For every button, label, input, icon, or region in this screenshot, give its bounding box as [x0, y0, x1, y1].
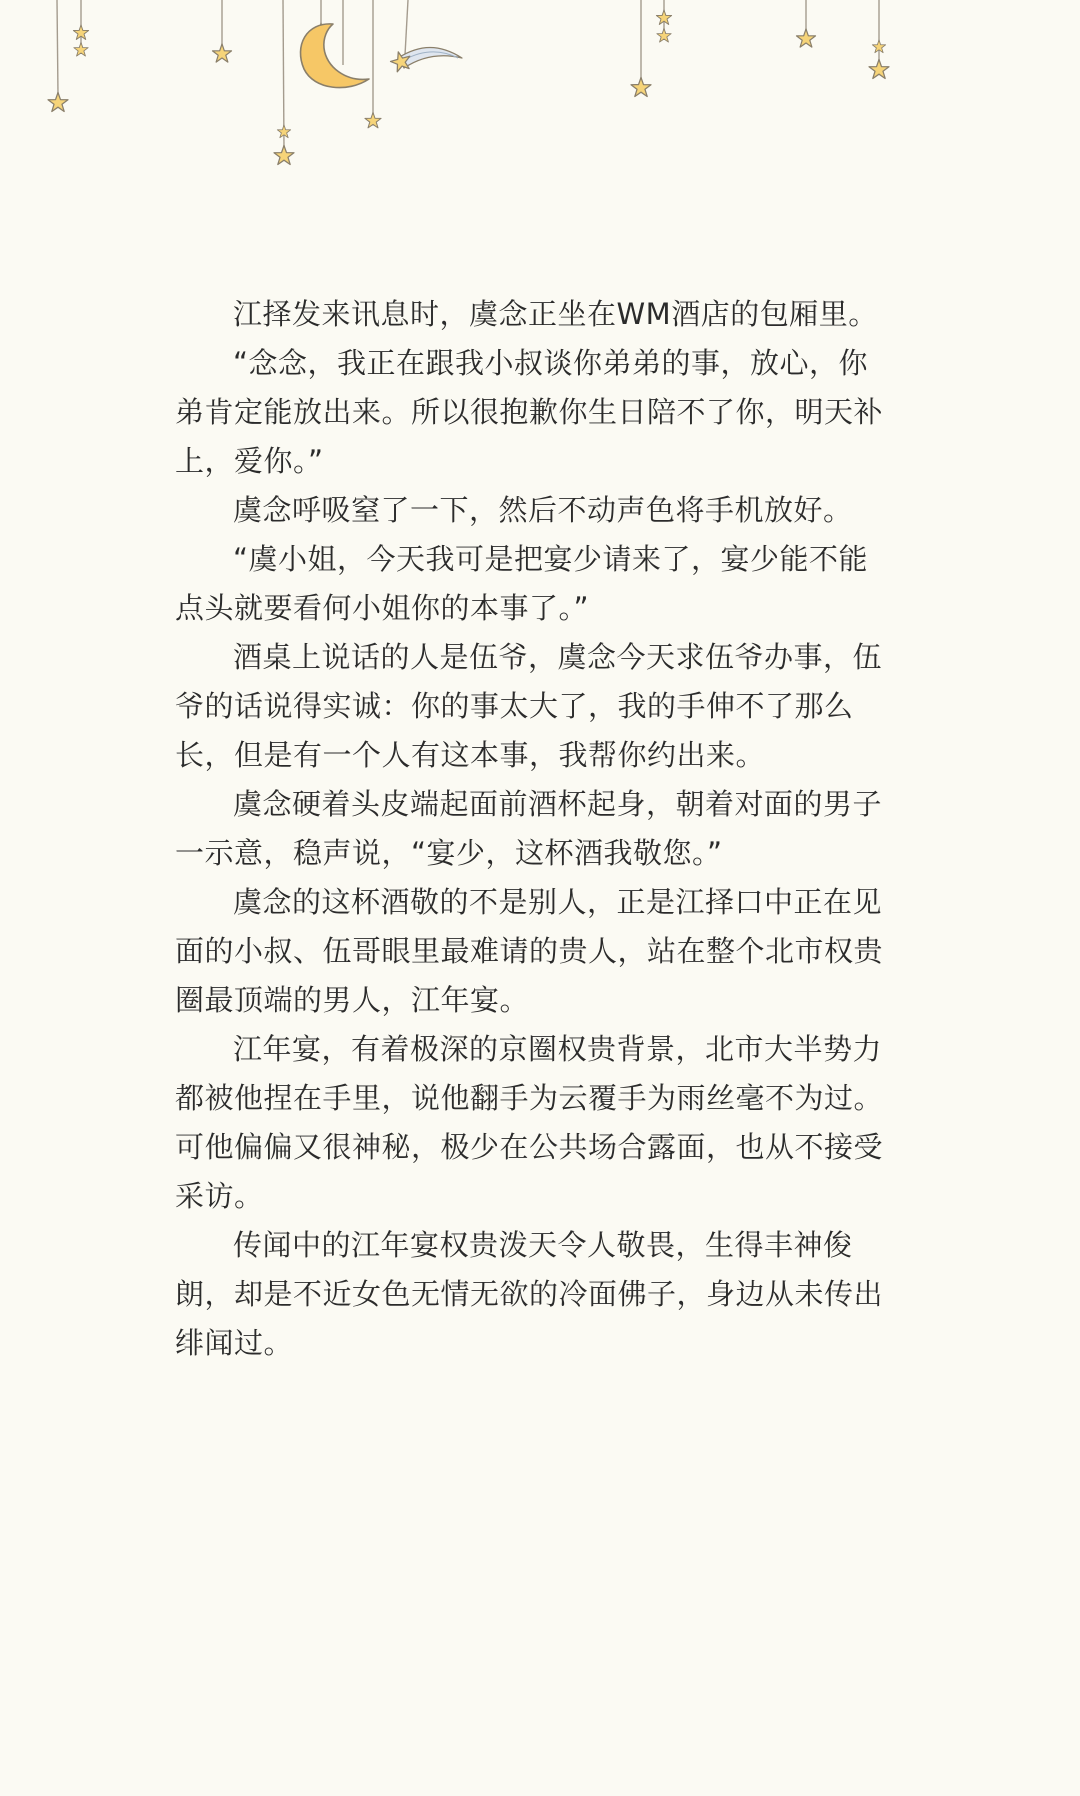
crescent-moon-icon — [301, 24, 369, 88]
story-text — [175, 290, 887, 1368]
story-paragraph: “虞小姐，今天我可是把宴少请来了，宴少能不能点头就要看何小姐你的本事了。” — [175, 542, 869, 625]
story-paragraph: 江年宴，有着极深的京圈权贵背景，北市大半势力都被他捏在手里，说他翻手为云覆手为雨丝毫不为过。可他偏偏又很神秘，极少在公共场合露面，也从不接受采访。 — [175, 1032, 884, 1213]
story-paragraph: 虞念呼吸窒了一下，然后不动声色将手机放好。 — [233, 493, 853, 527]
hanging-decoration — [0, 0, 1080, 200]
hanging-star-icon — [48, 10, 889, 164]
story-paragraph: 江择发来讯息时，虞念正坐在WM酒店的包厢里。 — [233, 297, 878, 331]
story-paragraph: 虞念硬着头皮端起面前酒杯起身，朝着对面的男子一示意，稳声说，“宴少，这杯酒我敬您。” — [175, 787, 883, 870]
story-paragraph: 传闻中的江年宴权贵泼天令人敬畏，生得丰神俊朗，却是不近女色无情无欲的冷面佛子，身边从未传出绯闻过。 — [175, 1228, 884, 1360]
story-paragraph: “念念，我正在跟我小叔谈你弟弟的事，放心，你弟肯定能放出来。所以很抱歉你生日陪不了你，明天补上，爱你。” — [175, 346, 884, 478]
shooting-star-icon — [389, 48, 462, 73]
story-paragraph: 虞念的这杯酒敬的不是别人，正是江择口中正在见面的小叔、伍哥眼里最难请的贵人，站在整个北市权贵圈最顶端的男人，江年宴。 — [175, 885, 884, 1017]
story-paragraph: 酒桌上说话的人是伍爷，虞念今天求伍爷办事，伍爷的话说得实诚：你的事太大了，我的手伸不了那么长，但是有一个人有这本事，我帮你约出来。 — [175, 640, 883, 772]
